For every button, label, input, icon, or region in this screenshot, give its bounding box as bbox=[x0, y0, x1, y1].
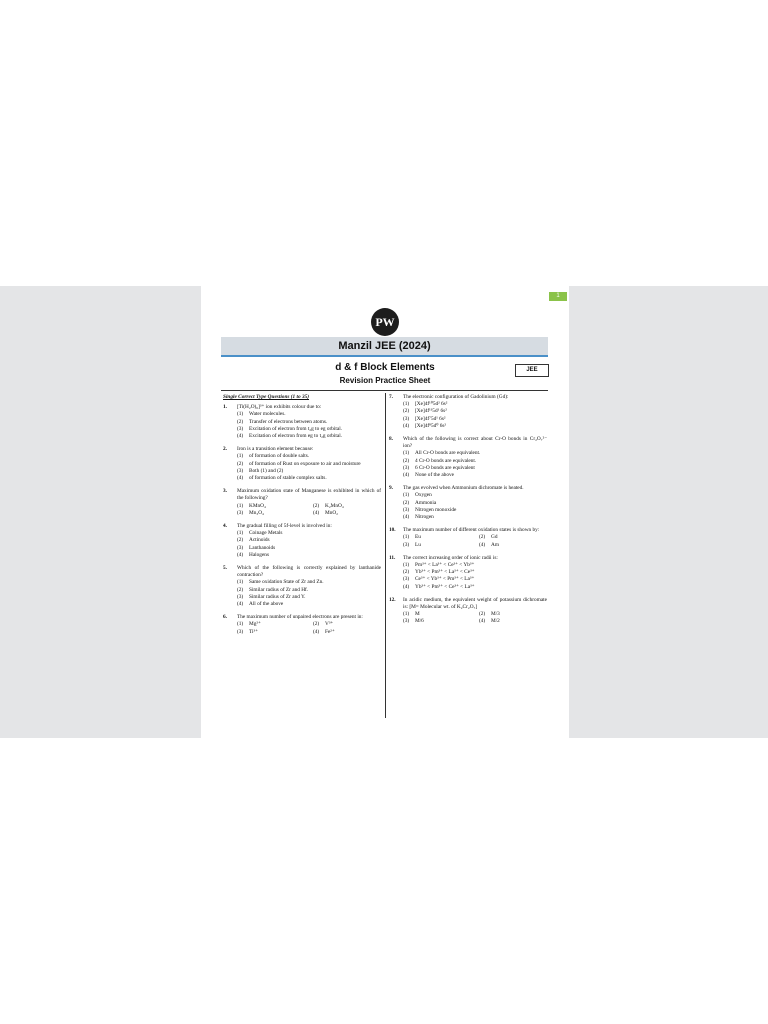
option-text: Transfer of electrons between atoms. bbox=[249, 418, 328, 425]
option-number: (2) bbox=[237, 586, 244, 593]
option bbox=[237, 419, 381, 426]
option-number: (1) bbox=[403, 611, 410, 618]
option bbox=[403, 450, 547, 457]
option-text: Excitation of electron from t₂g to eg orbital. bbox=[249, 425, 343, 432]
option-number: (4) bbox=[313, 628, 320, 635]
option-text: of formation of stable complex salts. bbox=[249, 475, 327, 482]
question-text: The gas evolved when Ammonium dichromate is heated. bbox=[403, 485, 524, 492]
option-number: (4) bbox=[479, 618, 486, 625]
option-text: MnO₂ bbox=[325, 509, 339, 516]
option-text: Similar radius of Zr and Y. bbox=[249, 593, 306, 600]
right-column bbox=[389, 394, 547, 632]
option bbox=[403, 562, 547, 569]
question bbox=[389, 485, 547, 521]
option-number: (1) bbox=[403, 492, 410, 499]
question-number: 8. bbox=[389, 436, 393, 443]
option-text: 4 Cr-O bonds are equivalent. bbox=[415, 457, 477, 464]
option-number: (3) bbox=[237, 509, 244, 516]
sheet-title: Revision Practice Sheet bbox=[339, 376, 431, 385]
question-number: 6. bbox=[223, 614, 227, 621]
question-text: The electronic configuration of Gadolinium (Gd): bbox=[403, 394, 509, 400]
question bbox=[223, 523, 381, 559]
option-text: Mn₃O₄ bbox=[249, 509, 264, 516]
option bbox=[237, 453, 381, 460]
option-number: (4) bbox=[237, 475, 244, 482]
page-number: 1 bbox=[549, 292, 567, 301]
option-number: (4) bbox=[479, 541, 486, 548]
question-text: The maximum number of different oxidation states is shown by: bbox=[403, 527, 540, 534]
option-text: Gd bbox=[491, 534, 498, 541]
option bbox=[237, 411, 381, 418]
option bbox=[237, 537, 381, 544]
question-number: 5. bbox=[223, 565, 227, 572]
option-text: Water molecules. bbox=[249, 411, 286, 418]
question-number: 9. bbox=[389, 485, 393, 492]
option bbox=[237, 530, 381, 537]
option-number: (3) bbox=[403, 506, 410, 513]
option bbox=[403, 465, 547, 472]
option-text: M/2 bbox=[491, 618, 500, 625]
option-grid bbox=[237, 503, 381, 517]
option-text: Nitrogen bbox=[415, 514, 434, 521]
option bbox=[403, 423, 547, 430]
option-text: of formation of double salts. bbox=[249, 453, 310, 460]
option-text: [Xe]4f¹¹5d¹ 6s² bbox=[415, 408, 447, 415]
option bbox=[403, 416, 547, 423]
option-number: (4) bbox=[403, 514, 410, 521]
option-text: KMnO₄ bbox=[249, 502, 266, 509]
option-text: M bbox=[415, 611, 420, 618]
option-number: (1) bbox=[403, 562, 410, 569]
question-text: [Ti(H₂O)₆]³⁺ ion exhibits colour due to: bbox=[237, 404, 322, 411]
option-number: (1) bbox=[237, 530, 244, 537]
option-number: (3) bbox=[237, 628, 244, 635]
option-number: (2) bbox=[313, 621, 320, 628]
option-text: Excitation of electron from eg to t₂g orbital. bbox=[249, 433, 343, 440]
option-number: (3) bbox=[403, 464, 410, 471]
option bbox=[237, 601, 381, 608]
question-number: 4. bbox=[223, 523, 227, 530]
question-text: The correct increasing order of ionic radii is: bbox=[403, 554, 498, 561]
option-number: (3) bbox=[403, 541, 410, 548]
option-number: (1) bbox=[403, 401, 410, 408]
option bbox=[237, 587, 381, 594]
option-number: (4) bbox=[403, 472, 410, 479]
option-number: (1) bbox=[237, 579, 244, 586]
header-rule bbox=[221, 390, 548, 391]
option-number: (2) bbox=[237, 537, 244, 544]
option-text: Lanthanoids bbox=[249, 544, 276, 551]
option-text: Yb³⁺ < Pm³⁺ < La³⁺ < Ce³⁺ bbox=[415, 569, 475, 576]
option-number: (1) bbox=[237, 411, 244, 418]
question bbox=[389, 394, 547, 430]
option-text: K₂MnO₄ bbox=[325, 502, 344, 509]
option-number: (2) bbox=[403, 457, 410, 464]
option-number: (2) bbox=[237, 418, 244, 425]
option-number: (4) bbox=[313, 509, 320, 516]
option-text: Fe²⁺ bbox=[325, 628, 335, 635]
question-text: Iron is a transition element because: bbox=[237, 446, 314, 453]
title-underline bbox=[221, 356, 548, 357]
option-text: of formation of Rust on exposure to air and moisture bbox=[249, 460, 361, 467]
option bbox=[403, 458, 547, 465]
option bbox=[237, 468, 381, 475]
question-number: 10. bbox=[389, 527, 396, 534]
option-number: (3) bbox=[237, 593, 244, 600]
option-number: (2) bbox=[403, 499, 410, 506]
option-grid bbox=[403, 534, 547, 548]
question bbox=[389, 436, 547, 479]
option-text: Yb³⁺ < Pm³⁺ < Ce³⁺ < La³⁺ bbox=[415, 583, 475, 590]
option-number: (2) bbox=[237, 460, 244, 467]
option-number: (4) bbox=[403, 422, 410, 429]
question bbox=[223, 446, 381, 482]
option bbox=[403, 507, 547, 514]
option-text: M/3 bbox=[491, 611, 500, 618]
option-text: [Xe]4f¹⁰5d² 6s² bbox=[415, 401, 448, 408]
option-number: (3) bbox=[237, 544, 244, 551]
option-text: Ti³⁺ bbox=[249, 628, 258, 635]
option-number: (1) bbox=[237, 502, 244, 509]
option-number: (3) bbox=[403, 415, 410, 422]
option-text: Pm³⁺ < La³⁺ < Ce³⁺ < Yb³⁺ bbox=[415, 562, 475, 569]
option-text: All Cr-O bonds are equivalent. bbox=[415, 450, 481, 457]
pw-logo-icon: PW bbox=[371, 308, 399, 336]
option-text: All of the above bbox=[249, 601, 284, 608]
option-text: Ce³⁺ < Yb³⁺ < Pm³⁺ < La³⁺ bbox=[415, 576, 475, 583]
option-number: (3) bbox=[237, 467, 244, 474]
option bbox=[403, 408, 547, 415]
option-text: Ammonia bbox=[415, 499, 437, 506]
question-text: Which of the following is correctly explained by lanthanide contraction? bbox=[237, 565, 381, 579]
option bbox=[237, 475, 381, 482]
option bbox=[237, 579, 381, 586]
question bbox=[223, 404, 381, 440]
question-number: 12. bbox=[389, 596, 396, 603]
option-text: Similar radius of Zr and Hf. bbox=[249, 586, 309, 593]
option-number: (2) bbox=[479, 611, 486, 618]
option-number: (2) bbox=[313, 502, 320, 509]
question-text: Which of the following is correct about Cr-O bonds in Cr₂O₇²⁻ ion? bbox=[403, 436, 547, 450]
option-text: Am bbox=[491, 541, 499, 548]
option-number: (1) bbox=[237, 621, 244, 628]
page-title: Manzil JEE (2024) bbox=[221, 337, 548, 356]
option-text: Mg²⁺ bbox=[249, 621, 261, 628]
question-number: 3. bbox=[223, 488, 227, 495]
question-number: 2. bbox=[223, 446, 227, 453]
question-text: In acidic medium, the equivalent weight of potassium dichromate is: [M= Molecular wt. of K₂Cr₂O₇] bbox=[403, 596, 547, 611]
option bbox=[403, 584, 547, 591]
option-grid bbox=[237, 621, 381, 635]
option-grid bbox=[403, 611, 547, 625]
option-number: (3) bbox=[403, 618, 410, 625]
option-text: Same oxidation State of Zr and Zn. bbox=[249, 579, 324, 586]
question bbox=[223, 614, 381, 636]
option bbox=[237, 426, 381, 433]
option-number: (4) bbox=[237, 551, 244, 558]
question-number: 7. bbox=[389, 394, 393, 400]
question-text: Maximum oxidation state of Manganese is exhibited in which of the following? bbox=[237, 488, 381, 502]
option-number: (2) bbox=[403, 569, 410, 576]
option bbox=[403, 492, 547, 499]
option-number: (4) bbox=[237, 601, 244, 608]
option-text: 6 Cr-O bonds are equivalent bbox=[415, 464, 475, 471]
document-page bbox=[201, 286, 569, 738]
option bbox=[403, 472, 547, 479]
question-text: The maximum number of unpaired electrons are present in: bbox=[237, 614, 363, 621]
option-number: (3) bbox=[237, 425, 244, 432]
option bbox=[237, 433, 381, 440]
option-number: (1) bbox=[403, 450, 410, 457]
question bbox=[389, 555, 547, 591]
question-number: 1. bbox=[223, 404, 227, 411]
option-text: [Xe]4f⁸5d⁰ 6s² bbox=[415, 422, 447, 429]
option bbox=[237, 552, 381, 559]
option bbox=[403, 576, 547, 583]
question-text: The gradual filling of 5f-level is involved in: bbox=[237, 523, 332, 530]
option bbox=[403, 500, 547, 507]
option-number: (2) bbox=[403, 408, 410, 415]
option-text: [Xe]4f⁷5d¹ 6s² bbox=[415, 415, 446, 422]
section-heading: Single Correct Type Questions (1 to 35) bbox=[223, 394, 310, 400]
option-text: M/6 bbox=[415, 618, 424, 625]
option-number: (4) bbox=[403, 583, 410, 590]
column-divider bbox=[385, 393, 386, 718]
option bbox=[403, 569, 547, 576]
option bbox=[237, 461, 381, 468]
option-number: (4) bbox=[237, 433, 244, 440]
option-text: Eu bbox=[415, 534, 421, 541]
option-number: (1) bbox=[403, 534, 410, 541]
option-text: Halogens bbox=[249, 551, 270, 558]
option-text: Actinoids bbox=[249, 537, 270, 544]
option-text: Oxygen bbox=[415, 492, 432, 499]
option-text: V³⁺ bbox=[325, 621, 334, 628]
question-number: 11. bbox=[389, 554, 396, 561]
option-text: Nitrogen monoxide bbox=[415, 506, 457, 513]
option-text: Lu bbox=[415, 541, 421, 548]
option-number: (1) bbox=[237, 453, 244, 460]
option-text: Both (1) and (2) bbox=[249, 467, 284, 474]
option-text: Coinage Metals bbox=[249, 530, 283, 537]
option bbox=[403, 514, 547, 521]
option bbox=[237, 545, 381, 552]
exam-tag: JEE bbox=[515, 364, 549, 377]
question bbox=[389, 597, 547, 626]
question bbox=[223, 488, 381, 517]
option-number: (3) bbox=[403, 576, 410, 583]
question bbox=[223, 565, 381, 608]
question bbox=[389, 527, 547, 549]
option-number: (2) bbox=[479, 534, 486, 541]
option bbox=[237, 594, 381, 601]
subject-title: d & f Block Elements bbox=[335, 362, 435, 373]
option-text: None of the above bbox=[415, 472, 454, 479]
left-column bbox=[223, 394, 381, 642]
